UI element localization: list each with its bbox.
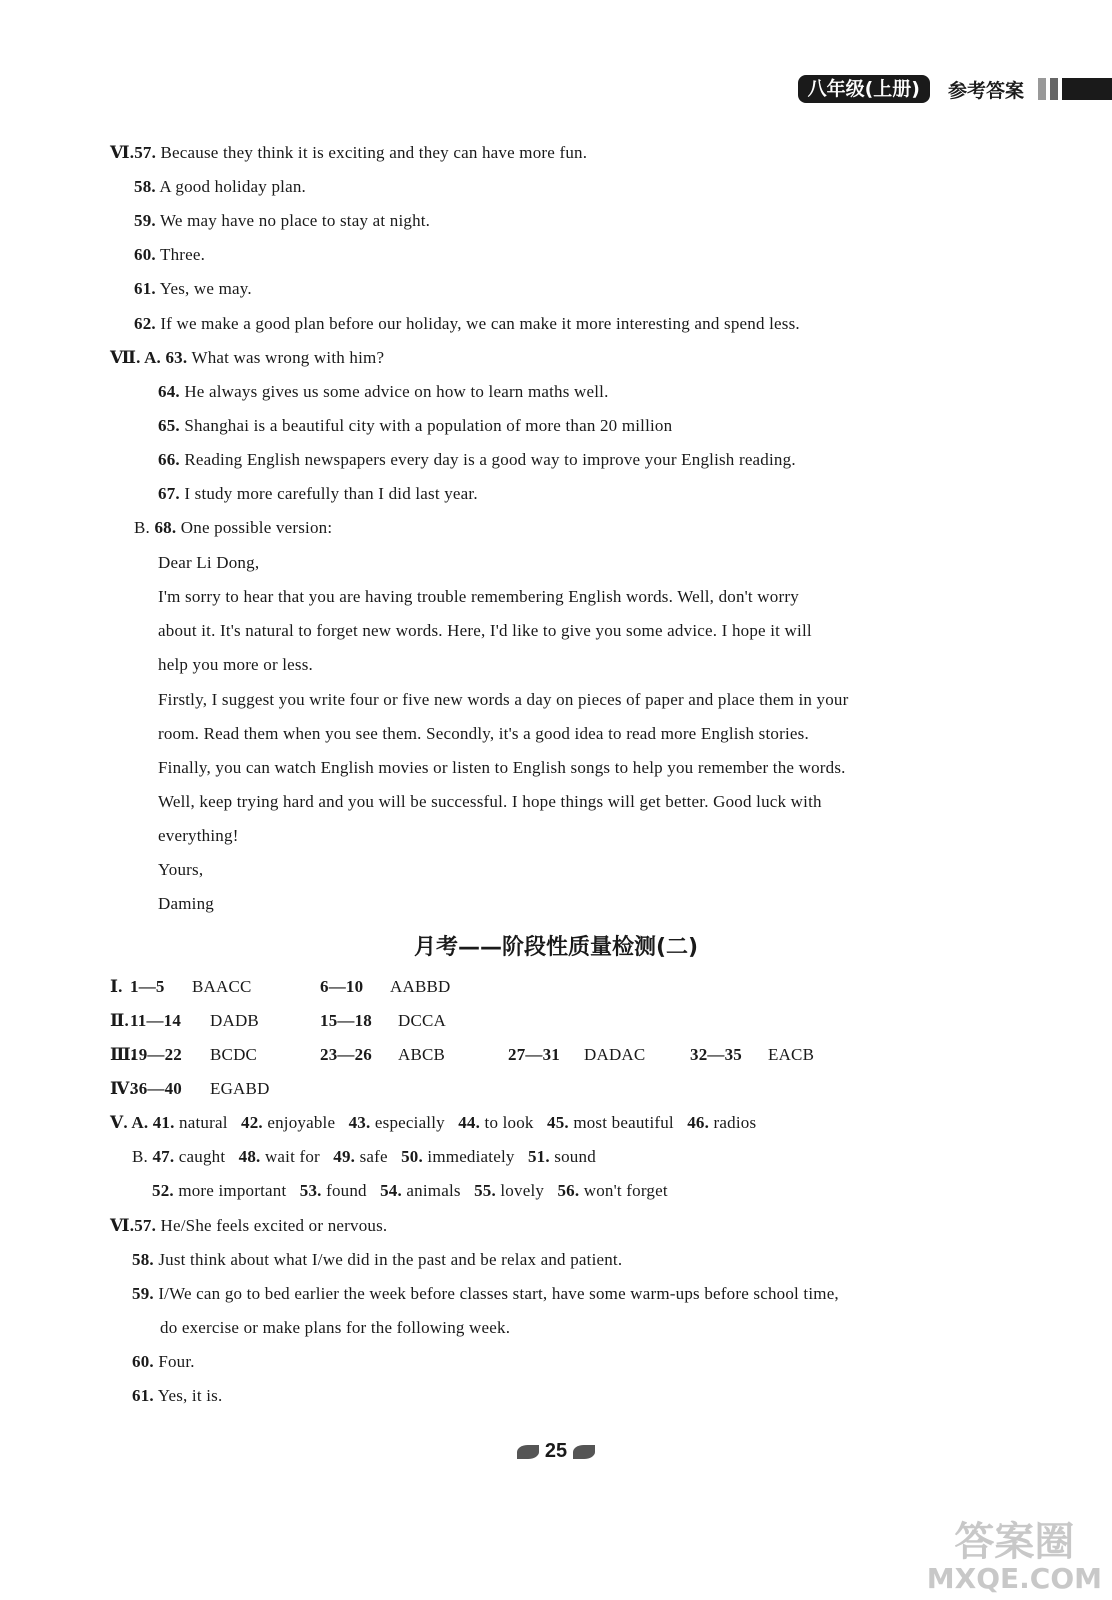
answer-line-58: 58. A good holiday plan. — [134, 177, 306, 196]
header-bar — [1062, 78, 1112, 100]
grade-label: 八年级(上册) — [798, 75, 930, 103]
answer-line-59b: 59. I/We can go to bed earlier the week before classes start, have some warm-ups before school time, — [132, 1284, 839, 1303]
answer-line-61b: 61. Yes, it is. — [132, 1386, 223, 1405]
letter-line: I'm sorry to hear that you are having trouble remembering English words. Well, don't worry — [158, 587, 799, 606]
answer-line-61: 61. Yes, we may. — [134, 279, 252, 298]
answer-line-65: 65. Shanghai is a beautiful city with a population of more than 20 million — [158, 416, 673, 435]
answer-line-58b: 58. Just think about what I/we did in the past and be relax and patient. — [132, 1250, 623, 1269]
letter-line: Yours, — [158, 860, 204, 879]
page-header — [798, 74, 1112, 104]
letter-line: help you more or less. — [158, 655, 314, 674]
answer-line-62: 62. If we make a good plan before our holiday, we can make it more interesting and spend less. — [134, 314, 800, 333]
letter-line: everything! — [158, 826, 239, 845]
answer-line-60b: 60. Four. — [132, 1352, 195, 1371]
leaf-icon — [573, 1445, 595, 1459]
header-bar — [1050, 78, 1058, 100]
page-number: 25 — [0, 1440, 1112, 1463]
answer-line-59: 59. We may have no place to stay at night. — [134, 211, 431, 230]
letter-line: Firstly, I suggest you write four or five new words a day on pieces of paper and place them in your — [158, 690, 849, 709]
letter-line: about it. It's natural to forget new words. Here, I'd like to give you some advice. I hope it will — [158, 621, 812, 640]
answer-line-68: B. 68. One possible version: — [134, 518, 333, 537]
letter-line: Dear Li Dong, — [158, 553, 260, 572]
leaf-icon — [517, 1445, 539, 1459]
letter-line: room. Read them when you see them. Secondly, it's a good idea to read more English stories. — [158, 724, 809, 743]
answer-line-57b: Ⅵ.57. He/She feels excited or nervous. — [110, 1216, 388, 1235]
answer-row-6: B. 47. caught 48. wait for 49. safe 50. immediately 51. sound — [132, 1147, 596, 1166]
answer-line-67: 67. I study more carefully than I did last year. — [158, 484, 478, 503]
answer-key-label: 参考答案 — [947, 79, 1024, 102]
answer-line-59b-cont: do exercise or make plans for the following week. — [160, 1318, 511, 1337]
watermark: 答案圈 MXQE.COM — [926, 1519, 1102, 1595]
answer-line-63: Ⅶ. A. 63. What was wrong with him? — [110, 348, 385, 367]
letter-line: Finally, you can watch English movies or listen to English songs to help you remember the words. — [158, 758, 846, 777]
answer-line-66: 66. Reading English newspapers every day is a good way to improve your English reading. — [158, 450, 796, 469]
answer-row-5: Ⅴ. A. 41. natural 42. enjoyable 43. especially 44. to look 45. most beautiful 46. radios — [110, 1113, 757, 1132]
letter-line: Daming — [158, 894, 214, 913]
header-bar — [1038, 78, 1046, 100]
answer-row-7: 52. more important 53. found 54. animals 55. lovely 56. won't forget — [152, 1181, 668, 1200]
answer-line-64: 64. He always gives us some advice on how to learn maths well. — [158, 382, 609, 401]
answer-line-60: 60. Three. — [134, 245, 206, 264]
section-title: 月考——阶段性质量检测(二) — [413, 935, 699, 960]
answer-line-57: Ⅵ.57. Because they think it is exciting and they can have more fun. — [110, 143, 588, 162]
letter-line: Well, keep trying hard and you will be successful. I hope things will get better. Good luck with — [158, 792, 822, 811]
